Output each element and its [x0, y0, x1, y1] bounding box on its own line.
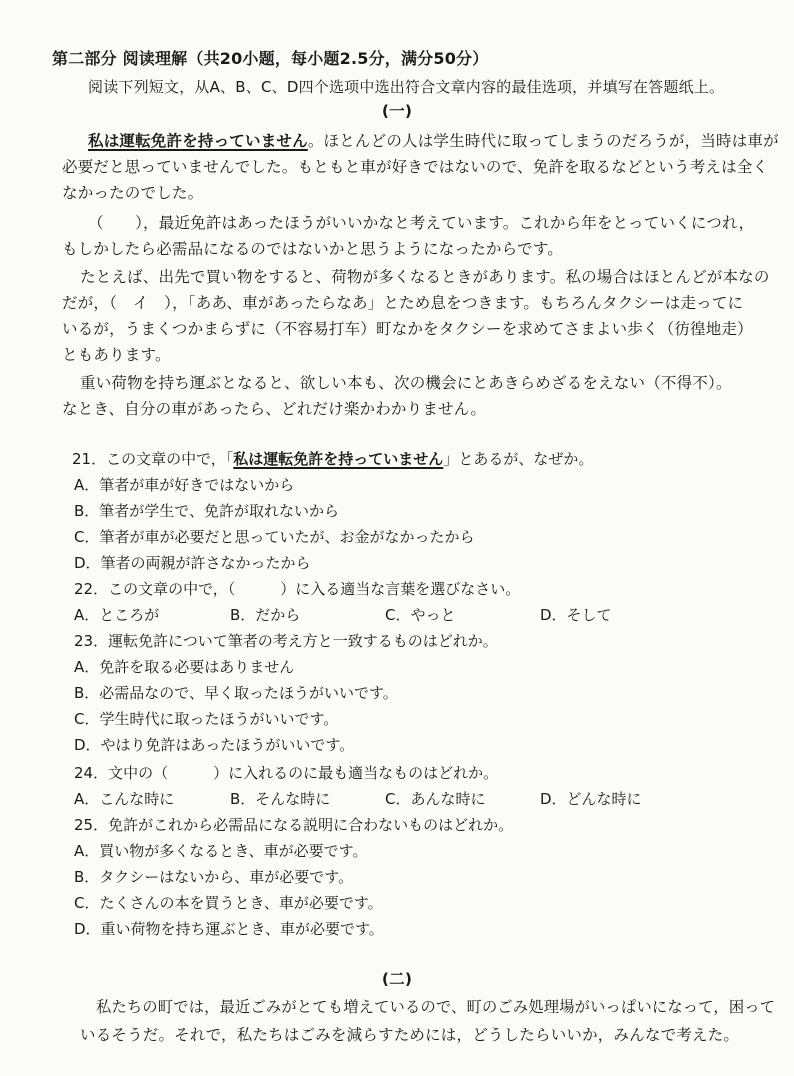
passage1-p3-line1: たとえば、出先で買い物をすると、荷物が多くなるときがあります。私の場合はほとんどが本なの	[80, 268, 770, 286]
q24-stem: 24．文中の（ ）に入れるのに最も適当なものはどれか。	[74, 764, 499, 782]
passage2-line2: いるそうだ。それで，私たちはごみを減らすためには，どうしたらいいか，みんなで考えた。	[80, 1026, 740, 1044]
q24-option-c: C．あんな時に	[385, 790, 486, 808]
q22-option-c: C．やっと	[385, 606, 456, 624]
q21-stem-pre: 21．この文章の中で，「	[72, 450, 234, 468]
q23-stem: 23．運転免許について筆者の考え方と一致するものはどれか。	[74, 632, 498, 650]
p1-line1-rest: 。ほとんどの人は学生時代に取ってしまうのだろうが，当時は車が	[307, 132, 779, 150]
passage1-number: (一)	[381, 102, 413, 120]
passage1-p3-line4: ともあります。	[62, 346, 171, 364]
passage1-p3-line2: だが，（ イ ），「ああ、車があったらなあ」とため息をつきます。もちろんタクシーは走ってに	[62, 294, 744, 312]
passage1-p4-line1: 重い荷物を持ち運ぶとなると、欲しい本も、次の機会にとあきらめざるをえない（不得不）。	[80, 374, 732, 392]
q21-stem	[72, 448, 593, 470]
q25-option-a: A．買い物が多くなるとき、車が必要です。	[74, 842, 368, 860]
passage1-p2-line2: もしかしたら必需品になるのではないかと思うようになったからです。	[62, 240, 564, 258]
passage1-p1-line3: なかったのでした。	[62, 184, 204, 202]
q22-stem: 22．この文章の中で，（ ）に入る適当な言葉を選びなさい。	[74, 580, 521, 598]
q21-stem-underlined: 私は運転免許を持っていません	[233, 450, 444, 468]
underlined-phrase: 私は運転免許を持っていません	[88, 132, 308, 150]
q21-option-a: A．筆者が車が好きではないから	[74, 476, 295, 494]
q24-option-d: D．どんな時に	[540, 790, 642, 808]
section-heading: 第二部分 阅读理解（共20小题，每小题2.5分，满分50分）	[52, 49, 489, 68]
q22-option-d: D．そして	[540, 606, 612, 624]
passage1-p1-line2: 必要だと思っていませんでした。もともと車が好きではないので、免許を取るなどという考えは全く	[62, 158, 769, 176]
q25-stem: 25．免許がこれから必需品になる説明に合わないものはどれか。	[74, 816, 514, 834]
q25-option-b: B．タクシーはないから、車が必要です。	[74, 868, 354, 886]
q21-option-d: D．筆者の両親が許さなかったから	[74, 554, 311, 572]
q23-option-c: C．学生時代に取ったほうがいいです。	[74, 710, 339, 728]
q21-option-b: B．筆者が学生で、免許が取れないから	[74, 502, 339, 520]
passage1-p2-line1: （ ），最近免許はあったほうがいいかなと考えています。これから年をとっていくにつれ，	[88, 214, 755, 232]
q23-option-a: A．免許を取る必要はありません	[74, 658, 295, 676]
q23-option-b: B．必需品なので、早く取ったほうがいいです。	[74, 684, 398, 702]
passage2-number: (二)	[381, 970, 413, 988]
q25-option-d: D．重い荷物を持ち運ぶとき、車が必要です。	[74, 920, 384, 938]
q22-option-a: A．ところが	[74, 606, 160, 624]
passage2-line1: 私たちの町では，最近ごみがとても増えているので、町のごみ処理場がいっぱいになって，困って	[96, 998, 776, 1016]
q25-option-c: C．たくさんの本を買うとき、車が必要です。	[74, 894, 383, 912]
q24-option-b: B．そんな時に	[230, 790, 331, 808]
q22-option-b: B．だから	[230, 606, 301, 624]
section-instruction: 阅读下列短文，从A、B、C、D四个选项中选出符合文章内容的最佳选项，并填写在答题纸上。	[88, 78, 725, 96]
passage1-p3-line3: いるが，うまくつかまらずに（不容易打车）町なかをタクシーを求めてさまよい歩く（彷徨地走）	[62, 320, 753, 338]
q21-stem-post: 」とあるが、なぜか。	[443, 450, 594, 468]
passage1-p4-line2: なとき、自分の車があったら、どれだけ楽かわかりません。	[62, 400, 487, 418]
q24-option-a: A．こんな時に	[74, 790, 175, 808]
q23-option-d: D．やはり免許はあったほうがいいです。	[74, 736, 355, 754]
passage1-p1-line1	[88, 130, 779, 152]
q21-option-c: C．筆者が車が必要だと思っていたが、お金がなかったから	[74, 528, 475, 546]
